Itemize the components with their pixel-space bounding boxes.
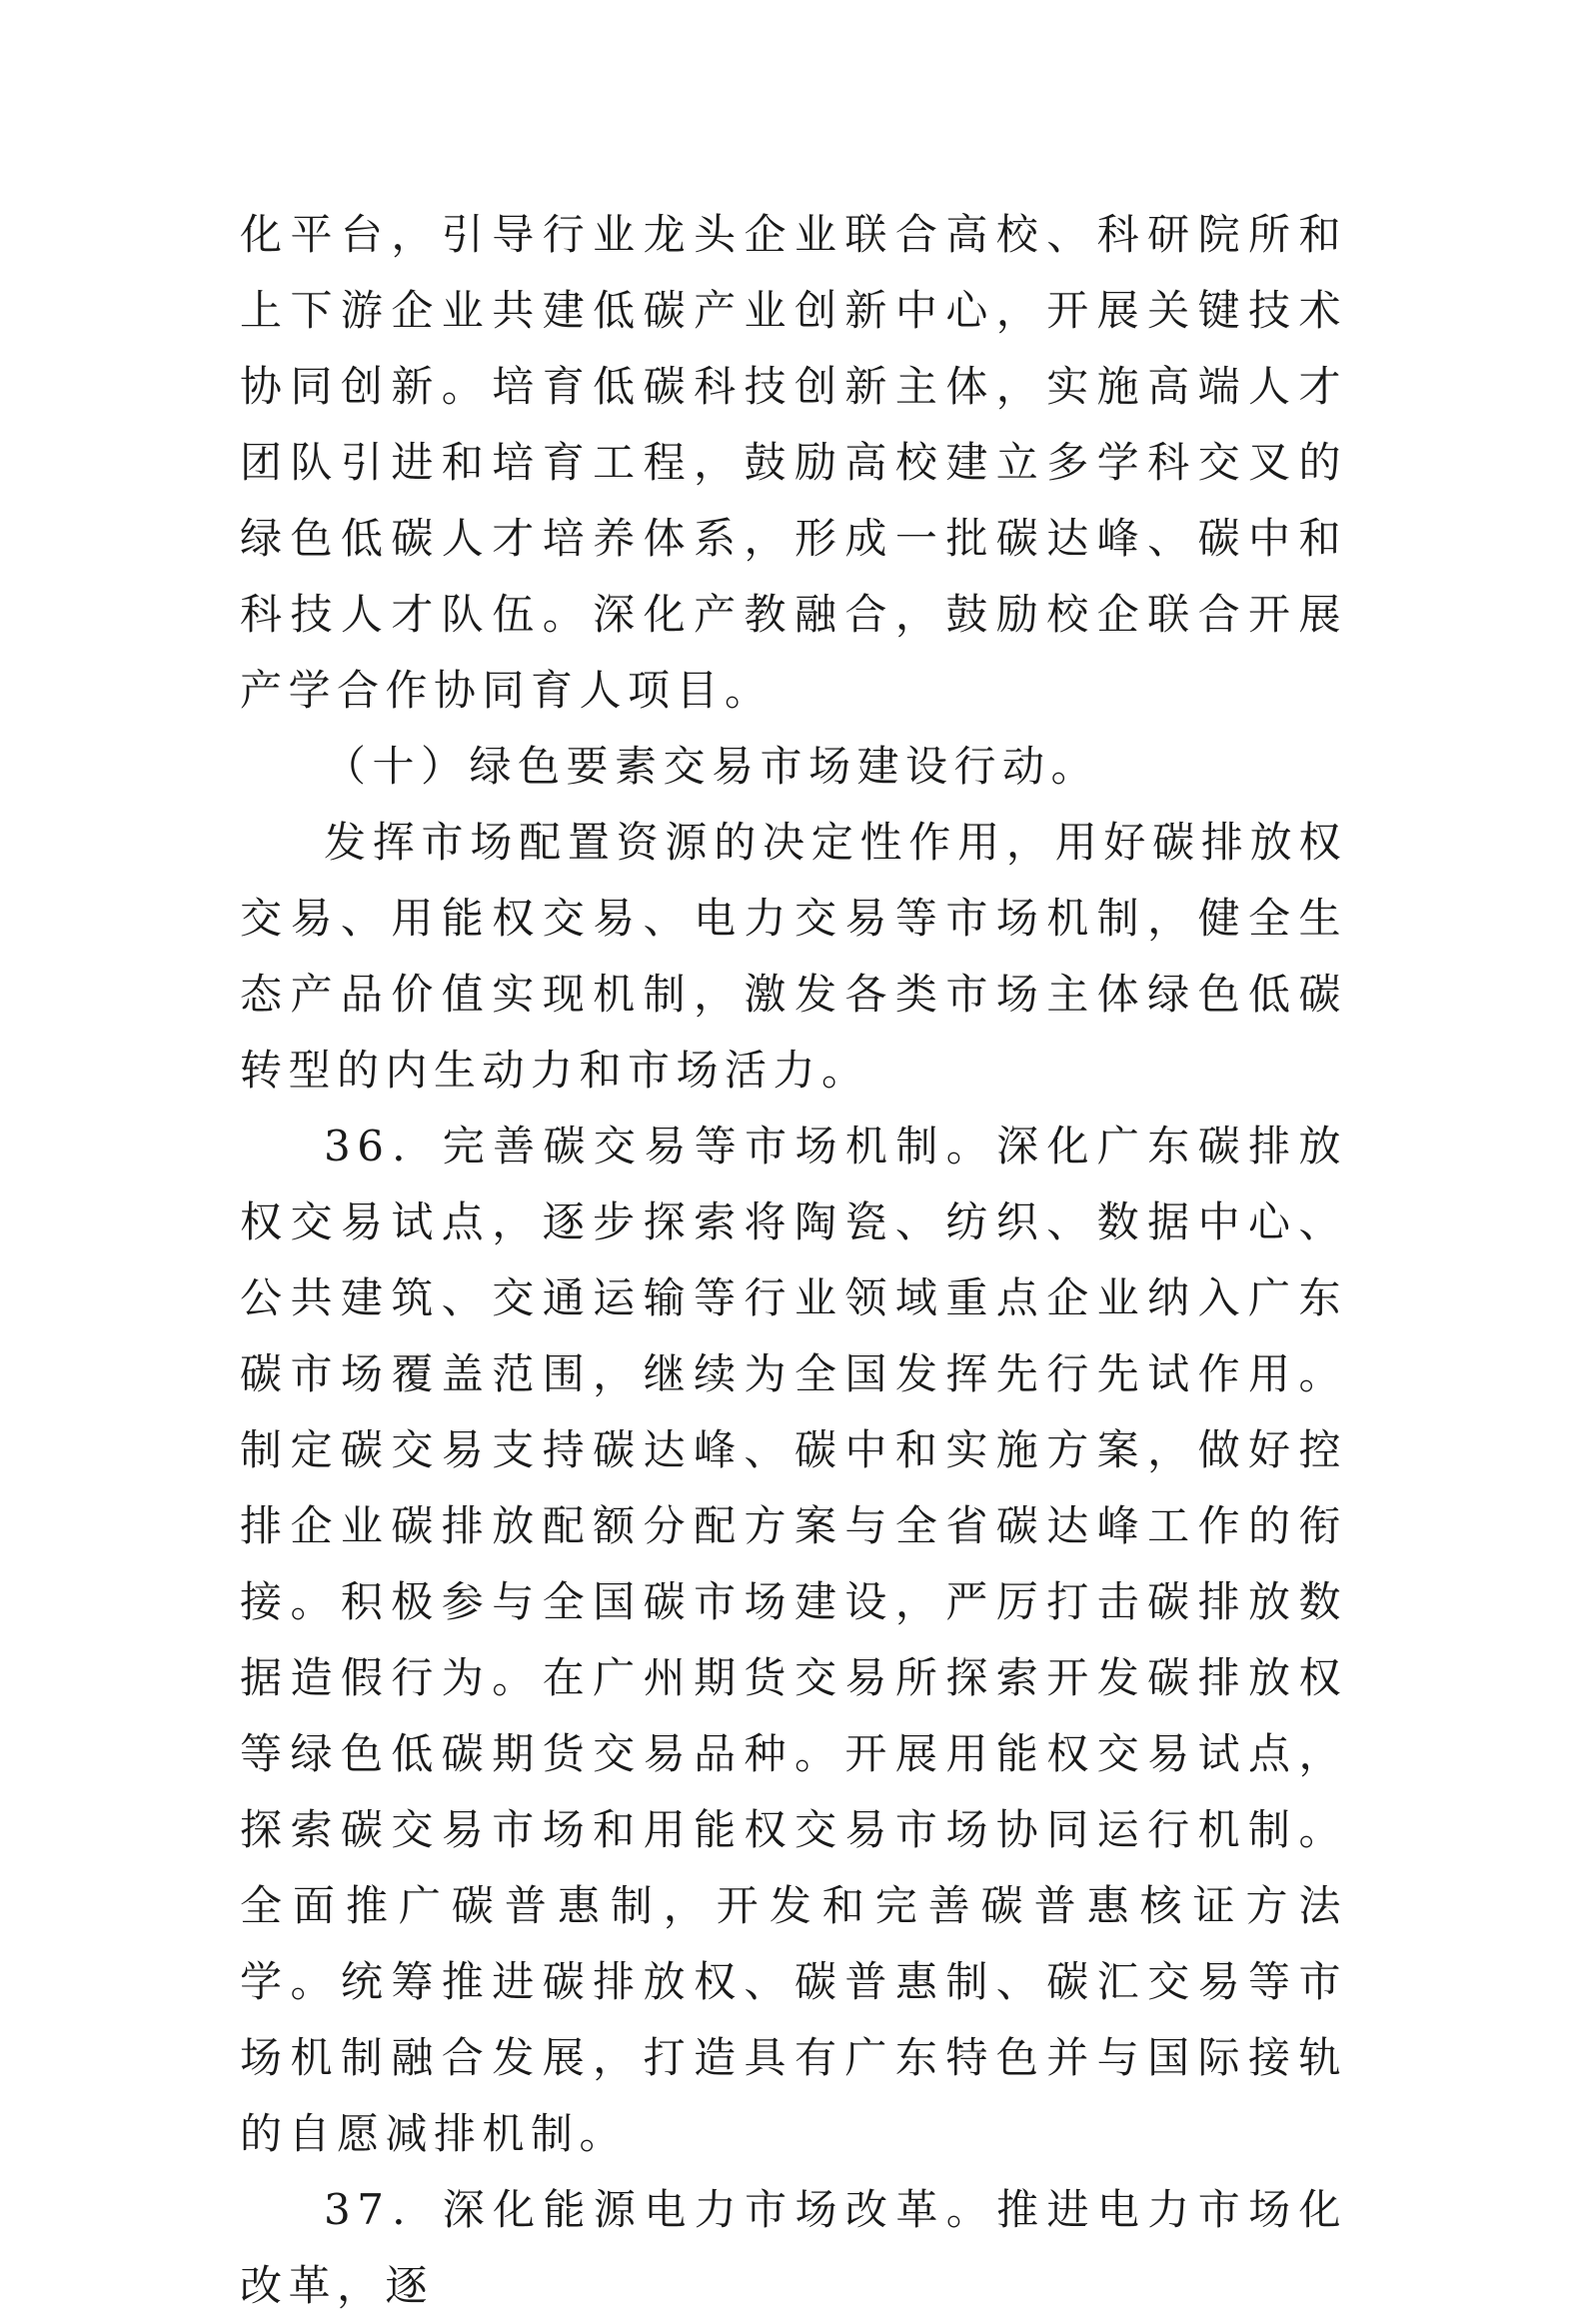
paragraph-item-36: 36．完善碳交易等市场机制。深化广东碳排放权交易试点，逐步探索将陶瓷、纺织、数据中心、公共建筑、交通运输等行业领域重点企业纳入广东碳市场覆盖范围，继续为全国发挥先行先试作用。制定碳交易支持碳达峰、碳中和实施方案，做好控排企业碳排放配额分配方案与全省碳达峰工作的衔接。积极参与全国碳市场建设，严厉打击碳排放数据造假行为。在广州期货交易所探索开发碳排放权等绿色低碳期货交易品种。开展用能权交易试点，探索碳交易市场和用能权交易市场协同运行机制。全面推广碳普惠制，开发和完善碳普惠核证方法学。统筹推进碳排放权、碳普惠制、碳汇交易等市场机制融合发展，打造具有广东特色并与国际接轨的自愿减排机制。	[240, 1122, 1347, 2158]
paragraph-market-role: 发挥市场配置资源的决定性作用，用好碳排放权交易、用能权交易、电力交易等市场机制，健全生态产品价值实现机制，激发各类市场主体绿色低碳转型的内生动力和市场活力。	[240, 818, 1347, 1095]
paragraph-continuation: 化平台，引导行业龙头企业联合高校、科研院所和上下游企业共建低碳产业创新中心，开展关键技术协同创新。培育低碳科技创新主体，实施高端人才团队引进和培育工程，鼓励高校建立多学科交叉的绿色低碳人才培养体系，形成一批碳达峰、碳中和科技人才队伍。深化产教融合，鼓励校企联合开展产学合作协同育人项目。	[240, 210, 1347, 715]
section-heading-10: （十）绿色要素交易市场建设行动。	[324, 742, 1100, 791]
paragraph-item-37: 37．深化能源电力市场改革。推进电力市场化改革，逐	[240, 2185, 1347, 2310]
document-body	[240, 197, 1347, 2324]
